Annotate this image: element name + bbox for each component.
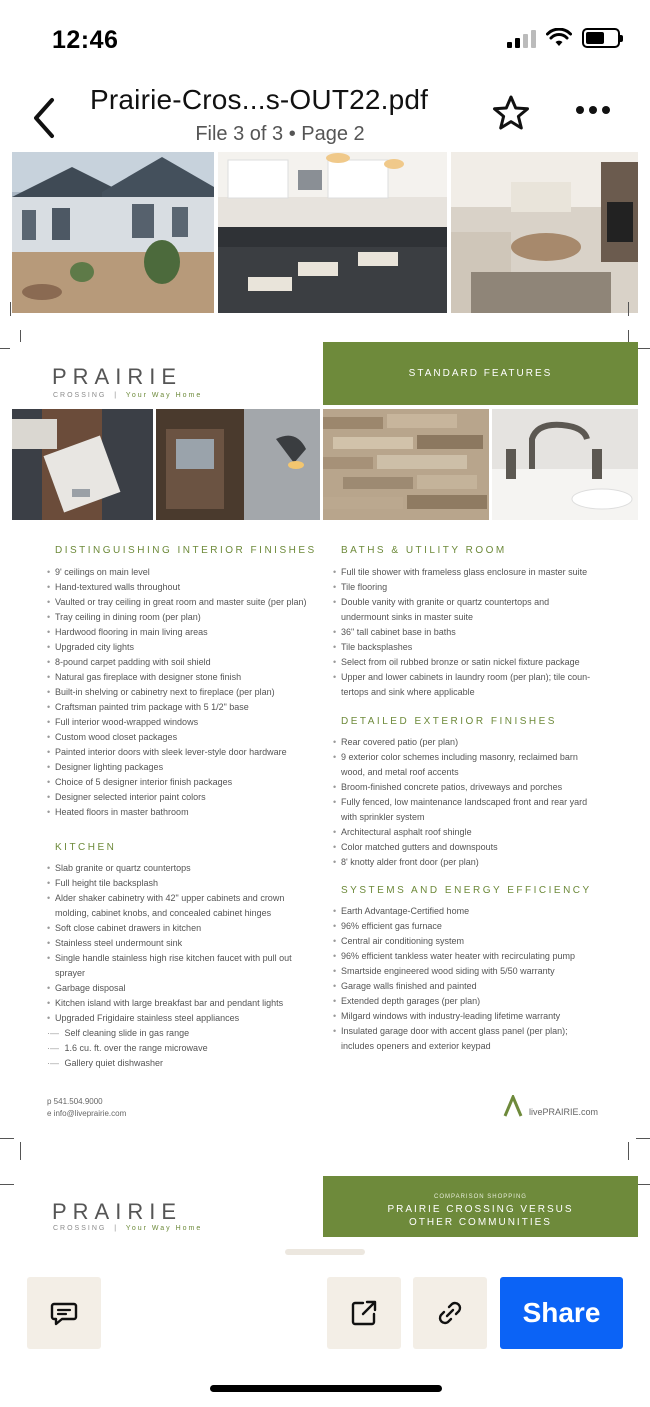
battery-icon [582,28,620,48]
home-indicator[interactable] [210,1385,442,1392]
list-item: • Designer selected interior paint colors [47,790,317,805]
exterior-heading: DETAILED EXTERIOR FINISHES [341,716,557,727]
list-item: • Double vanity with granite or quartz countertops and [333,595,623,610]
list-item: • Hand-textured walls throughout [47,580,317,595]
kitchen-list [47,861,317,1071]
list-item: • Built-in shelving or cabinetry next to fireplace (per plan) [47,685,317,700]
stone-veneer-photo [323,409,489,520]
list-item: • Architectural asphalt roof shingle [333,825,623,840]
clock: 12:46 [52,26,119,54]
list-item: tertops and sink where applicable [341,687,475,697]
star-favorite-icon[interactable] [492,94,530,132]
list-item: • Central air conditioning system [333,934,623,949]
list-item: • Smartside engineered wood siding with 5/50 warranty [333,964,623,979]
pdf-viewer-header [0,80,650,152]
list-sub-item: ·— 1.6 cu. ft. over the range microwave [47,1041,317,1056]
list-item: • Garbage disposal [47,981,317,996]
bath-faucet-photo [492,409,638,520]
list-item: • Alder shaker cabinetry with 42" upper cabinets and crown [47,891,317,906]
list-item: • Broom-finished concrete patios, driveways and porches [333,780,623,795]
list-item: • Tile flooring [333,580,623,595]
list-item: with sprinkler system [341,812,425,822]
list-item: • Earth Advantage-Certified home [333,904,623,919]
comment-icon [49,1298,79,1328]
list-item: • Fully fenced, low maintenance landscaped front and rear yard [333,795,623,810]
link-icon [435,1298,465,1328]
list-item: • Heated floors in master bathroom [47,805,317,820]
list-item: • Upgraded city lights [47,640,317,655]
open-external-icon [349,1298,379,1328]
list-item: molding, cabinet knobs, and concealed cabinet hinges [55,908,272,918]
list-item: sprayer [55,968,86,978]
open-external-button[interactable] [327,1277,401,1349]
copy-link-button[interactable] [413,1277,487,1349]
list-item: • 96% efficient gas furnace [333,919,623,934]
systems-list [333,904,623,1054]
list-item: • Insulated garage door with accent glass panel (per plan); [333,1024,623,1039]
list-item: • Select from oil rubbed bronze or satin nickel fixture package [333,655,623,670]
list-item: • Designer lighting packages [47,760,317,775]
list-item: • Color matched gutters and downspouts [333,840,623,855]
cellular-signal-icon [507,28,536,48]
kitchen-photo [218,152,447,313]
front-door-photo [156,409,320,520]
list-item: • Full interior wood-wrapped windows [47,715,317,730]
list-item: • 9 exterior color schemes including masonry, reclaimed barn [333,750,623,765]
list-item: • Full tile shower with frameless glass enclosure in master suite [333,565,623,580]
list-item: • Craftsman painted trim package with 5 1/2" base [47,700,317,715]
interior-finishes-heading: DISTINGUISHING INTERIOR FINISHES [55,545,317,556]
bottom-toolbar [0,1237,650,1407]
list-item: • Choice of 5 designer interior finish packages [47,775,317,790]
baths-heading: BATHS & UTILITY ROOM [341,545,507,556]
list-item: • Painted interior doors with sleek lever-style door hardware [47,745,317,760]
list-item: • Tile backsplashes [333,640,623,655]
status-bar [0,0,650,80]
list-item: • 36" tall cabinet base in baths [333,625,623,640]
list-item: • Kitchen island with large breakfast bar and pendant lights [47,996,317,1011]
contact-email: e info@liveprairie.com [47,1109,127,1118]
list-sub-item: ·— Gallery quiet dishwasher [47,1056,317,1071]
tile-finish-photo [12,409,153,520]
baths-list [333,565,623,700]
list-item: • Milgard windows with industry-leading lifetime warranty [333,1009,623,1024]
wifi-icon [546,28,572,48]
list-item: • Hardwood flooring in main living areas [47,625,317,640]
list-item: • Upgraded Frigidaire stainless steel appliances [47,1011,317,1026]
more-options-icon[interactable] [576,106,610,114]
list-item: undermount sinks in master suite [341,612,474,622]
list-item: • Extended depth garages (per plan) [333,994,623,1009]
share-button[interactable]: Share [500,1277,623,1349]
contact-info [47,1096,126,1120]
list-item: • Soft close cabinet drawers in kitchen [47,921,317,936]
list-item: • Upper and lower cabinets in laundry room (per plan); tile coun- [333,670,623,685]
list-item: includes openers and exterior keypad [341,1041,491,1051]
list-item: • 8' knotty alder front door (per plan) [333,855,623,870]
page-indicator: File 3 of 3 • Page 2 [195,123,365,145]
comment-button[interactable] [27,1277,101,1349]
list-item: • Rear covered patio (per plan) [333,735,623,750]
list-item: • 96% efficient tankless water heater with recirculating pump [333,949,623,964]
list-item: • Single handle stainless high rise kitchen faucet with pull out [47,951,317,966]
contact-phone: p 541.504.9000 [47,1097,103,1106]
document-title: Prairie-Cros...s-OUT22.pdf [90,84,429,115]
list-item: • Custom wood closet packages [47,730,317,745]
list-item: • Natural gas fireplace with designer stone finish [47,670,317,685]
house-exterior-photo [12,152,214,313]
interior-finishes-list [47,565,317,820]
standard-features-banner: STANDARD FEATURES [323,342,638,405]
list-item: wood, and metal roof accents [341,767,459,777]
list-item: • Stainless steel undermount sink [47,936,317,951]
comparison-banner: COMPARISON SHOPPING PRAIRIE CROSSING VERSUS OTHER COMMUNITIES [323,1176,638,1237]
list-item: • 8-pound carpet padding with soil shield [47,655,317,670]
exterior-list [333,735,623,870]
list-item: • Tray ceiling in dining room (per plan) [47,610,317,625]
list-item: • Slab granite or quartz countertops [47,861,317,876]
list-sub-item: ·— Self cleaning slide in gas range [47,1026,317,1041]
list-item: • Garage walls finished and painted [333,979,623,994]
pdf-page[interactable]: PRAIRIE CROSSING | Your Way Home STANDARD FEATURES DISTINGUISHING INTERIOR FINISHES • 9' ceilings on main level • Hand-textured walls throughout • Vaulted or tray ceiling in great room and master suite (per plan) • Tray ceiling in dining room (per plan) • Hardwood flooring in main living areas • Upgraded city lights • 8-pound carpet padding with soil shield • Natural gas fireplace with designer stone finish • Built-in shelving or cabinetry next to fireplace (per plan) • Craftsman painted trim package with 5 1/2" base • Full interior wood-wrapped windows • Custom wood closet packages • Painted interior doors with sleek lever-style door hardware • Designer lighting packages • Choice of 5 designer interior finish packages • Designer selected interior paint colors • Heated floors in master bathroom KITCHEN • Slab granite or quartz countertops • Full height tile backsplash • Alder shaker cabinetry with 42" upper cabinets and crown molding, cabinet knobs, and concealed cabinet hinges • Soft close cabinet drawers in kitchen • Stainless steel undermount sink • Single handle stainless high rise kitchen faucet with pull out sprayer • Garbage disposal • Kitchen island with large breakfast bar and pendant lights • Upgraded Frigidaire stainless steel appliances ·— Self cleaning slide in gas range ·— 1.6 cu. ft. over the range microwave ·— Gallery quiet dishwasher BATHS & UTILITY ROOM • Full tile shower with frameless glass enclosure in master suite • Tile flooring • Double vanity with granite or quartz countertops and undermount sinks in master suite • 36" tall cabinet base in baths • Tile backsplashes • Select from oil rubbed bronze or satin nickel fixture package • Upper and lower cabinets in laundry room (per plan); tile coun- tertops and sink where applicable DETAILED EXTERIOR FINISHES • Rear covered patio (per plan) • 9 exterior color schemes including masonry, reclaimed barn wood, and metal roof accents • Broom-finished concrete patios, driveways and porches • Fully fenced, low maintenance landscaped front and rear yard with sprinkler system • Architectural asphalt roof shingle • Color matched gutters and downspouts • 8' knotty alder front door (per plan) SYSTEMS AND ENERGY EFFICIENCY • Earth Advantage-Certified home • 96% efficient gas furnace • Central air conditioning system • 96% efficient tankless water heater with recirculating pump • Smartside engineered wood siding with 5/50 warranty • Garage walls finished and painted • Extended depth garages (per plan) • Milgard windows with industry-leading lifetime warranty • Insulated garage door with accent glass panel (per plan); includes openers and exterior keypad p 541.504.9000 e info@liveprairie.com livePRAIRIE.com PRAIRIE CROSSING | Your Way Home COMPARISON SHOPPING PRAIRIE CROSSING VERSUS OTHER COMMUNITIES [0,152,650,1237]
drag-handle[interactable] [285,1249,365,1255]
prairie-chevron-icon [503,1095,523,1117]
live-prairie-logo: livePRAIRIE.com [503,1095,598,1117]
list-item: • Vaulted or tray ceiling in great room and master suite (per plan) [47,595,317,610]
systems-heading: SYSTEMS AND ENERGY EFFICIENCY [341,885,592,896]
living-room-photo [451,152,638,313]
kitchen-heading: KITCHEN [55,842,117,853]
list-item: • 9' ceilings on main level [47,565,317,580]
list-item: • Full height tile backsplash [47,876,317,891]
